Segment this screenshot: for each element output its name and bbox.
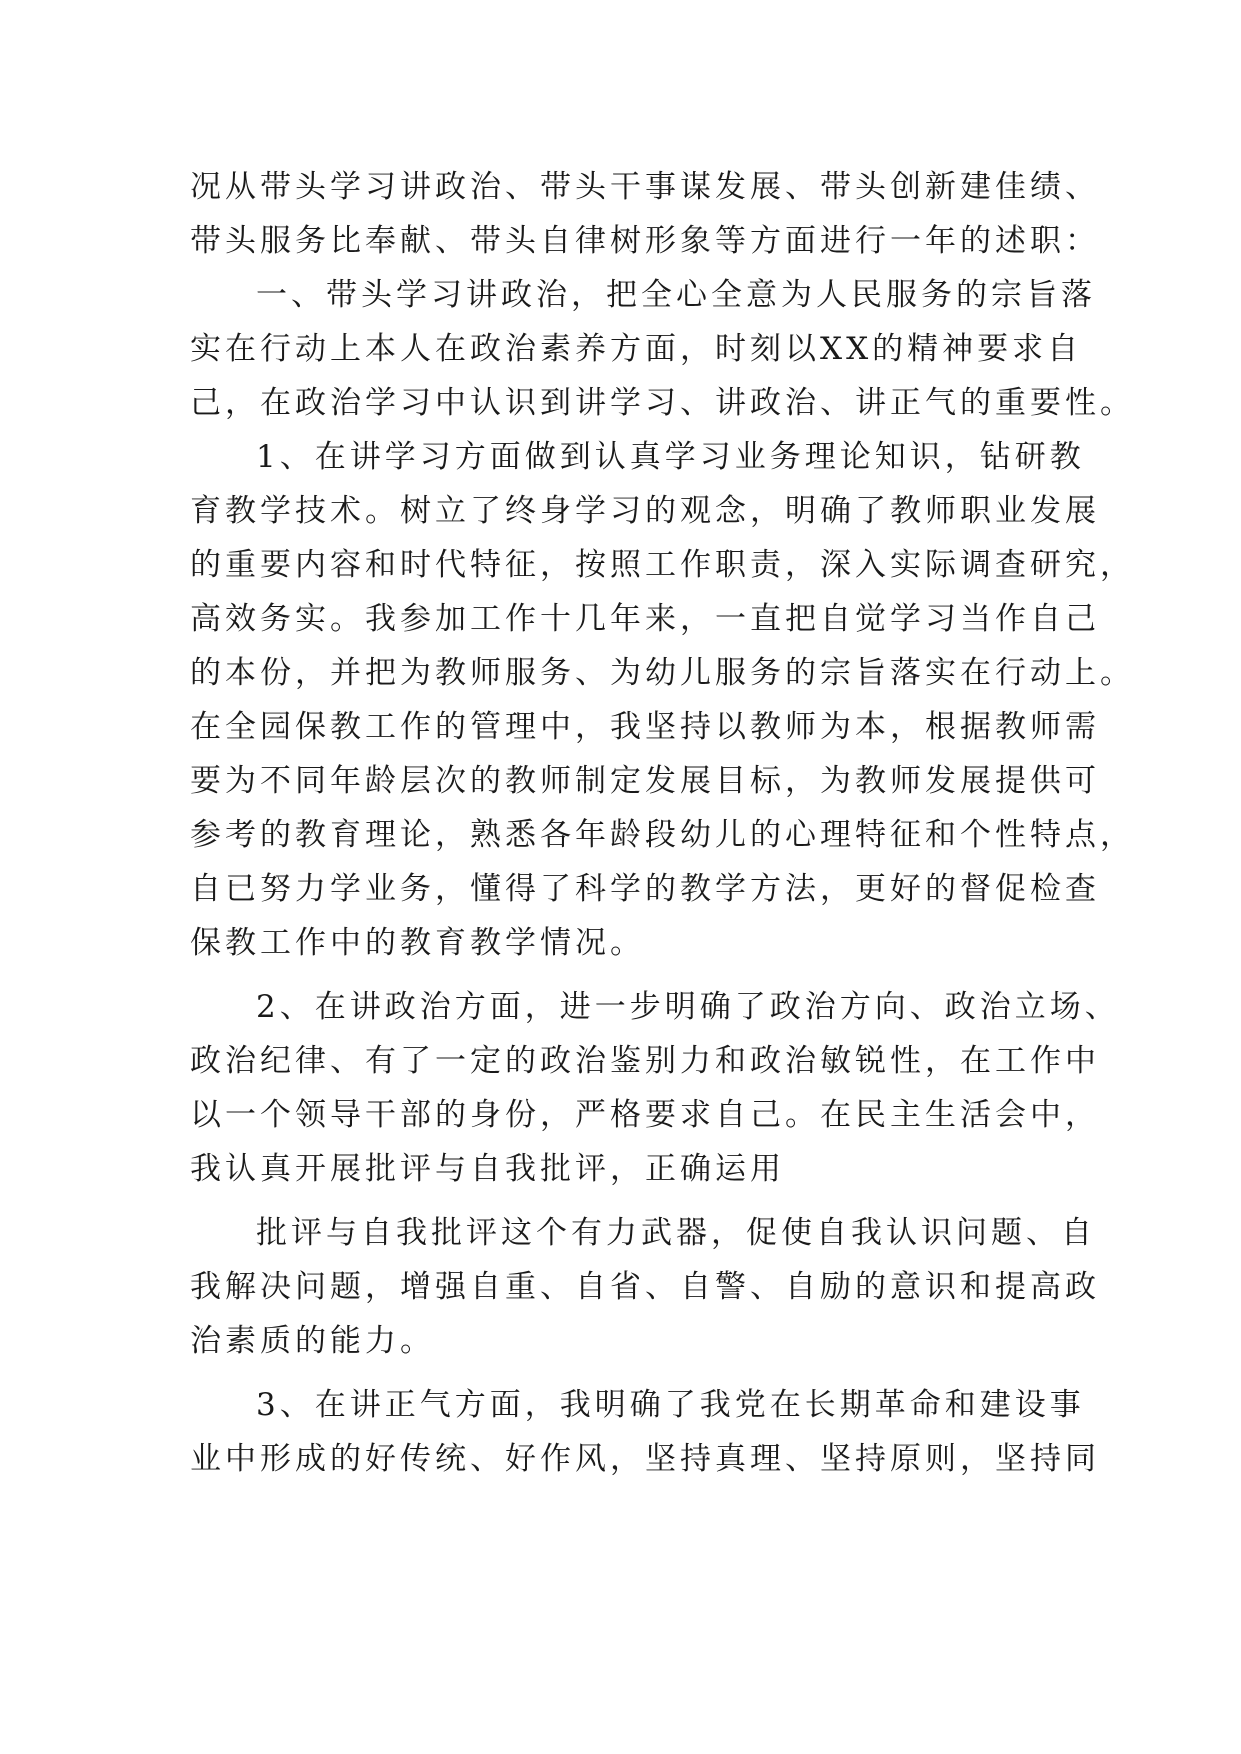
paragraph-item-1: 1、在讲学习方面做到认真学习业务理论知识，钻研教 [256,439,1085,475]
text-line: 的重要内容和时代特征，按照工作职责，深入实际调查研究， [190,547,1135,583]
text-line: 实在行动上本人在政治素养方面，时刻以XX的精神要求自 [190,331,1083,367]
paragraph-item-3: 3、在讲正气方面，我明确了我党在长期革命和建设事 [256,1387,1085,1423]
text-line: 以一个领导干部的身份，严格要求自己。在民主生活会中， [190,1097,1100,1133]
text-line: 业中形成的好传统、好作风，坚持真理、坚持原则，坚持同 [190,1441,1100,1477]
text-line: 况从带头学习讲政治、带头干事谋发展、带头创新建佳绩、 [190,169,1100,205]
text-line: 我认真开展批评与自我批评，正确运用 [190,1151,785,1187]
text-line: 育教学技术。树立了终身学习的观念，明确了教师职业发展 [190,493,1100,529]
text-line: 我解决问题，增强自重、自省、自警、自励的意识和提高政 [190,1269,1100,1305]
paragraph-item-2: 2、在讲政治方面，进一步明确了政治方向、政治立场、 [256,989,1120,1025]
text-line: 的本份，并把为教师服务、为幼儿服务的宗旨落实在行动上。 [190,655,1135,691]
text-line: 治素质的能力。 [190,1323,435,1359]
text-line: 参考的教育理论，熟悉各年龄段幼儿的心理特征和个性特点， [190,817,1135,853]
text-line: 自已努力学业务，懂得了科学的教学方法，更好的督促检查 [190,871,1100,907]
text-line: 己，在政治学习中认识到讲学习、讲政治、讲正气的重要性。 [190,385,1135,421]
paragraph-heading-1: 一、带头学习讲政治，把全心全意为人民服务的宗旨落 [256,277,1096,313]
text-line: 高效务实。我参加工作十几年来，一直把自觉学习当作自己 [190,601,1100,637]
text-line: 保教工作中的教育教学情况。 [190,925,645,961]
document-body [190,160,1135,1486]
text-line: 在全园保教工作的管理中，我坚持以教师为本，根据教师需 [190,709,1100,745]
text-line: 要为不同年龄层次的教师制定发展目标，为教师发展提供可 [190,763,1100,799]
text-line: 政治纪律、有了一定的政治鉴别力和政治敏锐性，在工作中 [190,1043,1100,1079]
text-line: 带头服务比奉献、带头自律树形象等方面进行一年的述职： [190,223,1100,259]
paragraph-continuation: 批评与自我批评这个有力武器，促使自我认识问题、自 [256,1215,1096,1251]
